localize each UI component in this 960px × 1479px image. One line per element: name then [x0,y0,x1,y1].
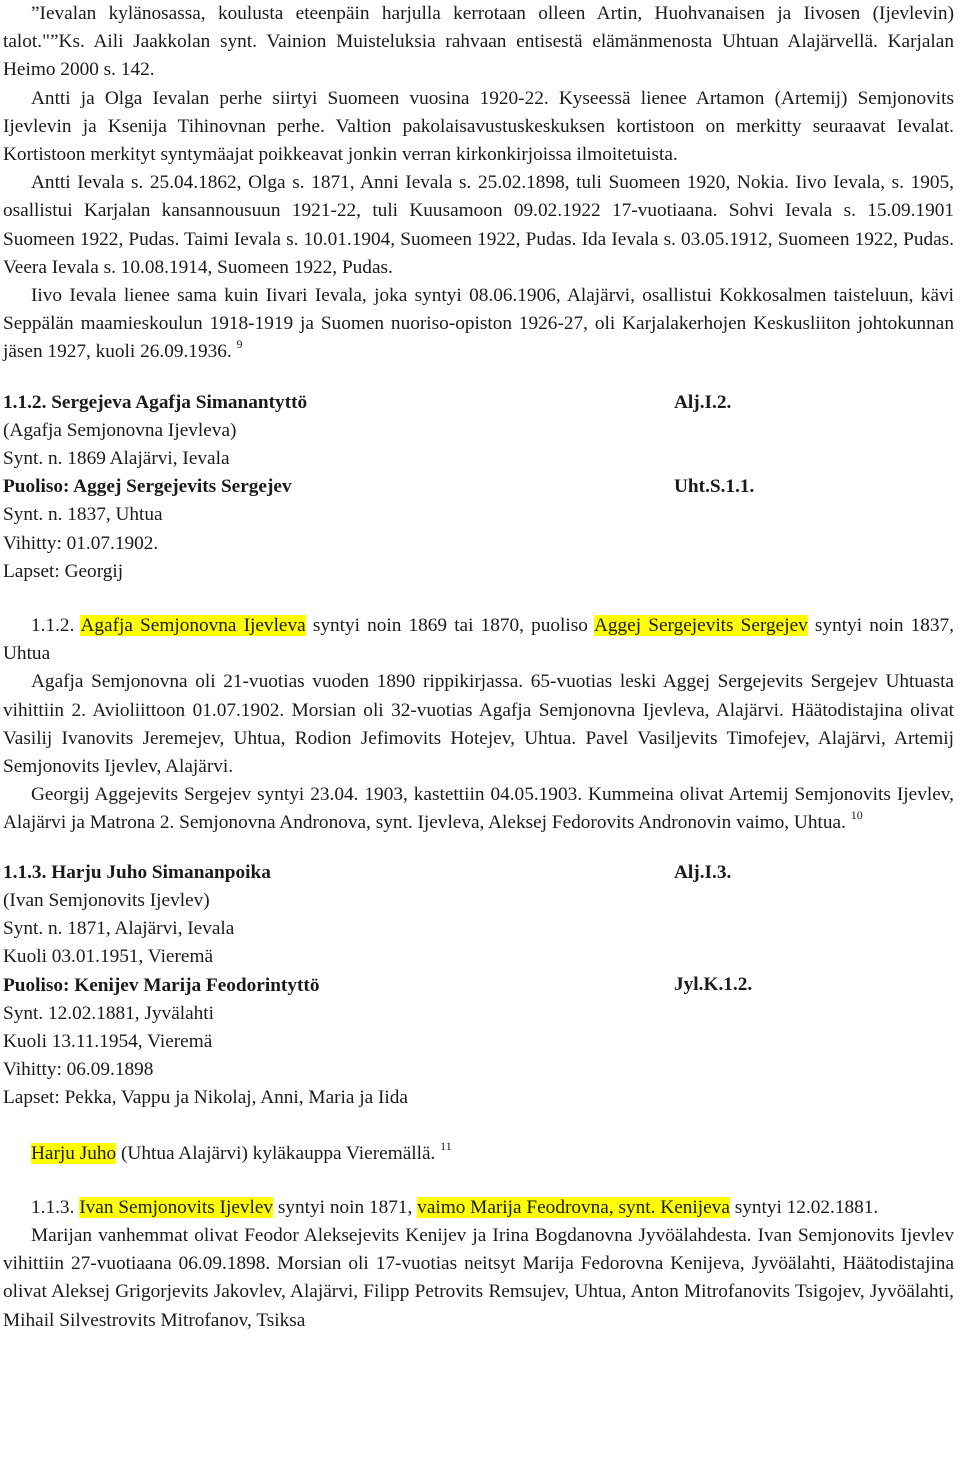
record-1-1-2-children: Lapset: Georgij [3,560,124,582]
notes-1-1-2-georgij-paragraph [3,781,954,837]
footnote-ref-10: 10 [850,808,863,823]
record-1-1-3-married: Vihitty: 06.09.1898 [3,1059,154,1081]
record-1-1-2-born: Synt. n. 1869 Alajärvi, Ievala [3,448,230,470]
notes-1-1-2-marriage-paragraph: Agafja Semjonovna oli 21-vuotias vuoden 1890 rippikirjassa. 65-vuotias leski Aggej Sergejevits Sergejev Uhtuasta vihittiin 2. Avioliittoon 01.07.1902. Morsian oli 32-vuotias Agafja Semjonovna Ijevleva, Alajärvi. Häätodistajina olivat Vasilij Ivanovits Jeremejev, Uhtua, Rodion Jefimovits Hotejev, Uhtua. Pavel Vasiljevits Timofejev, Alajärvi, Artemij Semjonovits Ijevlev, Alajärvi. [3,671,954,778]
notes-1-1-3-shop-text: (Uhtua Alajärvi) kyläkauppa Vieremällä. [116,1142,436,1164]
record-1-1-3-spouse-born: Synt. 12.02.1881, Jyvälahti [3,1002,215,1024]
notes-1-1-2-lead-mid: syntyi noin 1869 tai 1870, puoliso [305,615,594,637]
record-1-1-2-code: Alj.I.2. [674,391,732,413]
record-1-1-3-spouse: Puoliso: Kenijev Marija Feodorintyttö [3,974,320,996]
notes-1-1-3-lead-mid: syntyi noin 1871, [273,1196,418,1218]
highlight-agafja: Agafja Semjonovna Ijevleva [80,615,306,637]
record-1-1-2-spouse: Puoliso: Aggej Sergejevits Sergejev [3,476,292,498]
notes-1-1-2-number: 1.1.2. [31,615,75,637]
intro-quote-paragraph: ”Ievalan kylänosassa, koulusta eteenpäin harjulla kerrotaan olleen Artin, Huohvanaisen ja Iivosen (Ijevlevin) talot."”Ks. Aili Jaakkolan synt. Vainion Muisteluksia rahvaan entisestä elämänmenosta Uhtuan Alajärvellä. Karjalan Heimo 2000 s. 142. [3,3,954,81]
record-1-1-2-spouse-born: Synt. n. 1837, Uhtua [3,504,163,526]
intro-family-paragraph: Antti ja Olga Ievalan perhe siirtyi Suomeen vuosina 1920-22. Kyseessä lienee Artamon (Artemij) Semjonovits Ijevlevin ja Ksenija Tihinovnan perhe. Valtion pakolaisavustuskeskuksen kortistoon on merkitty seuraavat Ievalat. Kortistoon merkityt syntymäajat poikkeavat jonkin verran kirkonkirjoissa ilmoitetuista. [3,87,954,166]
record-1-1-3-died: Kuoli 03.01.1951, Vieremä [3,946,214,968]
intro-refugee-list-paragraph: Antti Ievala s. 25.04.1862, Olga s. 1871, Anni Ievala s. 25.02.1898, tuli Suomeen 1920, Nokia. Iivo Ievala, s. 1905, osallistui Karjalan kansannousuun 1921-22, tuli Kuusamoon 09.02.1922 17-vuotiaana. Sohvi Ievala s. 15.09.1901 Suomeen 1922, Pudas. Taimi Ievala s. 10.01.1904, Suomeen 1922, Pudas. Ida Ievala s. 03.05.1912, Suomeen 1922, Pudas. Veera Ievala s. 10.08.1914, Suomeen 1922, Pudas. [3,172,954,278]
record-1-1-3-born: Synt. n. 1871, Alajärvi, Ievala [3,918,235,940]
record-1-1-3-spouse-code: Jyl.K.1.2. [674,974,753,996]
highlight-marija: vaimo Marija Feodrovna, synt. Kenijeva [417,1196,730,1218]
record-1-1-3-children: Lapset: Pekka, Vappu ja Nikolaj, Anni, Maria ja Iida [3,1087,408,1109]
notes-1-1-2-lead [3,612,954,668]
notes-1-1-3-lead-end: syntyi 12.02.1881. [729,1196,879,1218]
notes-1-1-3-number: 1.1.3. [31,1196,75,1218]
record-1-1-2-spouse-code: Uht.S.1.1. [674,476,755,498]
notes-1-1-2-lead-end: syntyi noin 1837, Uhtua [3,615,954,665]
highlight-ivan: Ivan Semjonovits Ijevlev [79,1196,274,1218]
highlight-harju-juho: Harju Juho [31,1142,117,1164]
highlight-aggej: Aggej Sergejevits Sergejev [593,615,808,637]
footnote-ref-9: 9 [236,337,243,352]
record-1-1-3 [3,859,954,1113]
footnote-ref-11: 11 [440,1138,452,1153]
record-1-1-3-alias: (Ivan Semjonovits Ijevlev) [3,889,210,911]
intro-iivo-paragraph [3,282,954,367]
intro-iivo-text: Iivo Ievala lienee sama kuin Iivari Ievala, joka syntyi 08.06.1906, Alajärvi, osallistui Kokkosalmen taisteluun, kävi Seppälän maamieskoulun 1918-1919 ja Suomen nuoriso-opiston 1926-27, oli Karjalakerhojen Keskusliiton johtokunnan jäsen 1927, kuoli 26.09.1936. [3,285,954,363]
record-1-1-3-spouse-died: Kuoli 13.11.1954, Vieremä [3,1030,213,1052]
notes-1-1-2-georgij-text: Georgij Aggejevits Sergejev syntyi 23.04. 1903, kastettiin 04.05.1903. Kummeina olivat Artemij Semjonovits Ijevlev, Alajärvi ja Matrona 2. Semjonovna Andronova, synt. Ijevleva, Aleksej Fedorovits Andronovin vaimo, Uhtua. [3,784,954,834]
record-1-1-2-heading: 1.1.2. Sergejeva Agafja Simanantyttö [3,391,308,413]
record-1-1-3-code: Alj.I.3. [674,861,732,883]
record-1-1-2 [3,389,954,586]
notes-1-1-3-lead [3,1194,954,1222]
notes-1-1-3-shop [3,1140,954,1168]
record-1-1-2-married: Vihitty: 01.07.1902. [3,532,159,554]
record-1-1-3-heading: 1.1.3. Harju Juho Simananpoika [3,861,271,883]
document-page [3,0,954,1335]
record-1-1-2-alias: (Agafja Semjonovna Ijevleva) [3,419,237,441]
notes-1-1-3-parents-paragraph: Marijan vanhemmat olivat Feodor Aleksejevits Kenijev ja Irina Bogdanovna Jyvöälahdesta. Ivan Semjonovits Ijevlev vihittiin 27-vuotiaana 06.09.1898. Morsian oli 17-vuotias neitsyt Marija Fedorovna Kenijeva, Jyvöälahti, Häätodistajina olivat Aleksej Grigorjevits Jakovlev, Alajärvi, Filipp Petrovits Remsujev, Uhtua, Anton Mitrofanovits Tsigojev, Jyvöälahti, Mihail Silvestrovits Mitrofanov, Tsiksa [3,1224,954,1331]
